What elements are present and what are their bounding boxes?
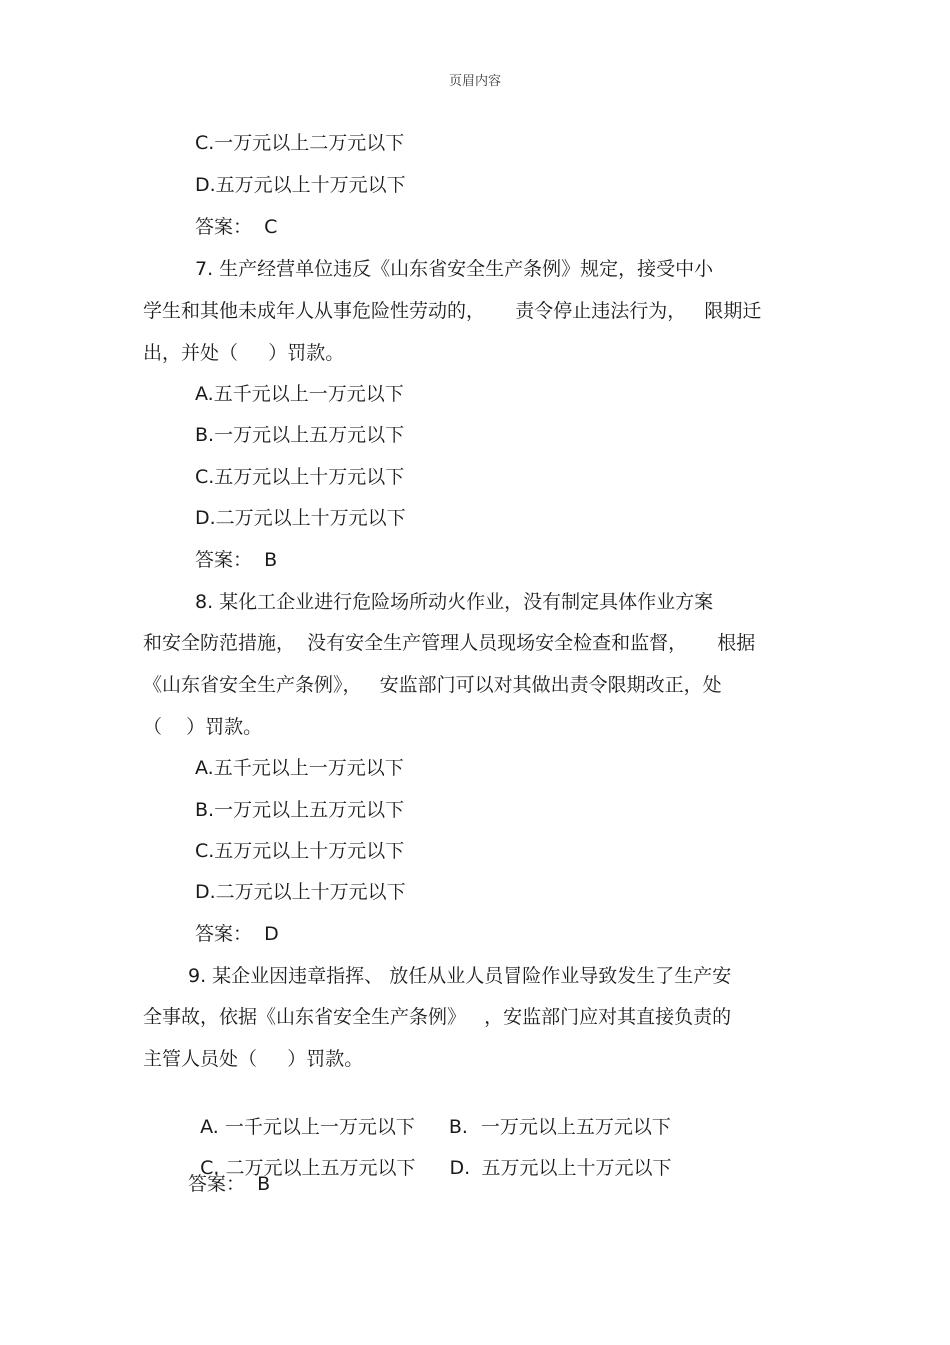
q8-text-line-1: 8. 某化工企业进行危险场所动火作业，没有制定具体作业方案 (195, 591, 714, 613)
q9-option-b: 一万元以上五万元以下 (480, 1116, 671, 1138)
q7-option-a: A.五千元以上一万元以下 (195, 383, 404, 405)
q9-option-a: A. 一千元以上一万元以下 (200, 1116, 415, 1138)
q8-text-line-4: （ ）罚款。 (143, 716, 263, 738)
q8-text-line-2: 和安全防范措施， 没有安全生产管理人员现场安全检查和监督， 根据 (143, 632, 756, 654)
q6-option-c: C.一万元以上二万元以下 (195, 132, 405, 154)
q8-answer: 答案： D (195, 923, 279, 945)
q9-text-line-1: 9. 某企业因违章指挥、 放任从业人员冒险作业导致发生了生产安 (188, 965, 732, 987)
q9-answer: 答案： B (188, 1173, 271, 1195)
q6-option-d: D.五万元以上十万元以下 (195, 174, 406, 196)
q8-option-d: D.二万元以上十万元以下 (195, 881, 406, 903)
q7-text-line-1: 7. 生产经营单位违反《山东省安全生产条例》规定，接受中小 (195, 258, 714, 280)
q9-option-b-letter: B. (448, 1116, 468, 1138)
q9-option-c: C. 二万元以上五万元以下 (200, 1157, 416, 1179)
q8-option-a: A.五千元以上一万元以下 (195, 757, 404, 779)
q9-option-d: 五万元以上十万元以下 (481, 1157, 672, 1179)
page-header: 页眉内容 (448, 74, 501, 89)
q8-text-line-3: 《山东省安全生产条例》， 安监部门可以对其做出责令限期改正，处 (143, 674, 722, 696)
q7-option-c: C.五万元以上十万元以下 (195, 466, 405, 488)
q9-option-d-letter: D. (449, 1157, 471, 1179)
q6-answer: 答案： C (195, 216, 278, 238)
q7-text-line-3: 出，并处（ ）罚款。 (143, 342, 345, 364)
q8-option-b: B.一万元以上五万元以下 (195, 799, 405, 821)
q7-text-line-2: 学生和其他未成年人从事危险性劳动的， 责令停止违法行为， 限期迁 (143, 300, 762, 322)
q9-text-line-2: 全事故，依据《山东省安全生产条例》 ，安监部门应对其直接负责的 (143, 1006, 732, 1028)
q8-option-c: C.五万元以上十万元以下 (195, 840, 405, 862)
q7-option-d: D.二万元以上十万元以下 (195, 507, 406, 529)
q7-option-b: B.一万元以上五万元以下 (195, 424, 405, 446)
q9-text-line-3: 主管人员处（ ）罚款。 (143, 1048, 364, 1070)
q7-answer: 答案： B (195, 549, 278, 571)
